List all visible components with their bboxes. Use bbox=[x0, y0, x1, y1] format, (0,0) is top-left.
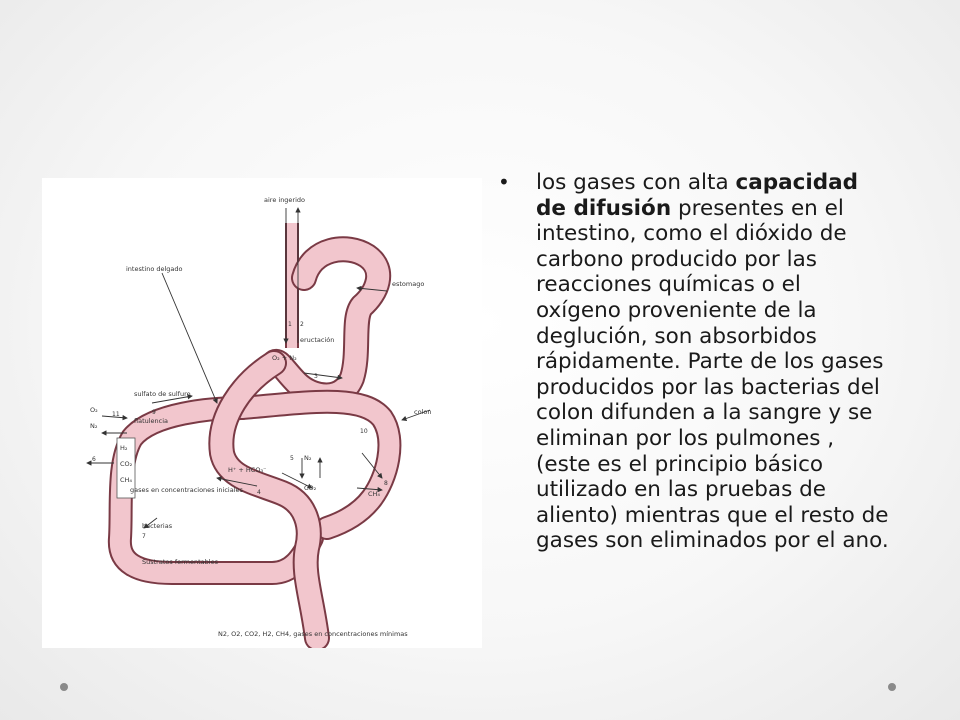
num-3: 3 bbox=[314, 373, 318, 380]
label-ch4-right: CH₄ bbox=[368, 490, 381, 498]
label-sulfuro: sulfato de sulfuro bbox=[134, 390, 191, 398]
num-5: 5 bbox=[290, 455, 294, 462]
num-10: 10 bbox=[360, 428, 368, 435]
num-9: 9 bbox=[152, 409, 156, 416]
label-sustratos: Sustratos fermentables bbox=[142, 558, 218, 566]
num-11: 11 bbox=[112, 411, 120, 418]
label-n2-mid: N₂ bbox=[304, 454, 312, 462]
label-gases-concentraciones: gases en concentraciones iniciales bbox=[130, 486, 243, 494]
bullet-item bbox=[498, 170, 890, 554]
diagram-svg bbox=[42, 178, 482, 648]
bullet-text bbox=[536, 170, 890, 554]
digestive-gas-diagram bbox=[42, 178, 482, 648]
label-ch4: CH₄ bbox=[120, 476, 133, 484]
label-o2-n2-top: O₂ + N₂ bbox=[272, 354, 297, 362]
num-6: 6 bbox=[92, 456, 96, 463]
bullet-symbol: • bbox=[498, 170, 510, 194]
num-7: 7 bbox=[142, 533, 146, 540]
label-co2: CO₂ bbox=[120, 460, 133, 468]
label-n2: N₂ bbox=[90, 422, 98, 430]
label-bacterias: bacterias bbox=[142, 522, 173, 530]
num-2: 2 bbox=[300, 321, 304, 328]
label-h2: H₂ bbox=[120, 444, 128, 452]
num-1: 1 bbox=[288, 321, 292, 328]
num-8: 8 bbox=[384, 480, 388, 487]
num-4: 4 bbox=[257, 489, 261, 496]
bullet-text-start: los gases con alta bbox=[536, 170, 736, 195]
bullet-text-bold: capacidad de difusión bbox=[536, 170, 859, 221]
label-intestino-delgado: intestino delgado bbox=[126, 265, 183, 273]
label-eructacion: eructación bbox=[300, 336, 335, 344]
label-flatulencia: flatulencia bbox=[134, 417, 169, 425]
label-colon: colon bbox=[414, 408, 432, 416]
label-aire-ingerido: aire ingerido bbox=[264, 196, 306, 204]
corner-dot-left bbox=[60, 683, 68, 691]
label-caption: N2, O2, CO2, H2, CH4, gases en concentraciones mínimas bbox=[218, 630, 408, 638]
bullet-text-rest: presentes en el intestino, como el dióxido de carbono producido por las reacciones químicas o el oxígeno proveniente de la deglución, son absorbidos rápidamente. Parte de los gases producidos por las bacterias del colon difunden a la sangre y se eliminan por los pulmones , (este es el principio básico utilizado en las pruebas de aliento) mientras que el resto de gases son eliminados por el ano. bbox=[536, 195, 889, 554]
label-estomago: estomago bbox=[392, 280, 425, 288]
label-o2: O₂ bbox=[90, 406, 98, 414]
corner-dot-right bbox=[888, 683, 896, 691]
label-h-hco3: H⁺ + HCO₃⁻ bbox=[228, 466, 267, 474]
label-co2-mid: CO₂ bbox=[304, 484, 317, 492]
